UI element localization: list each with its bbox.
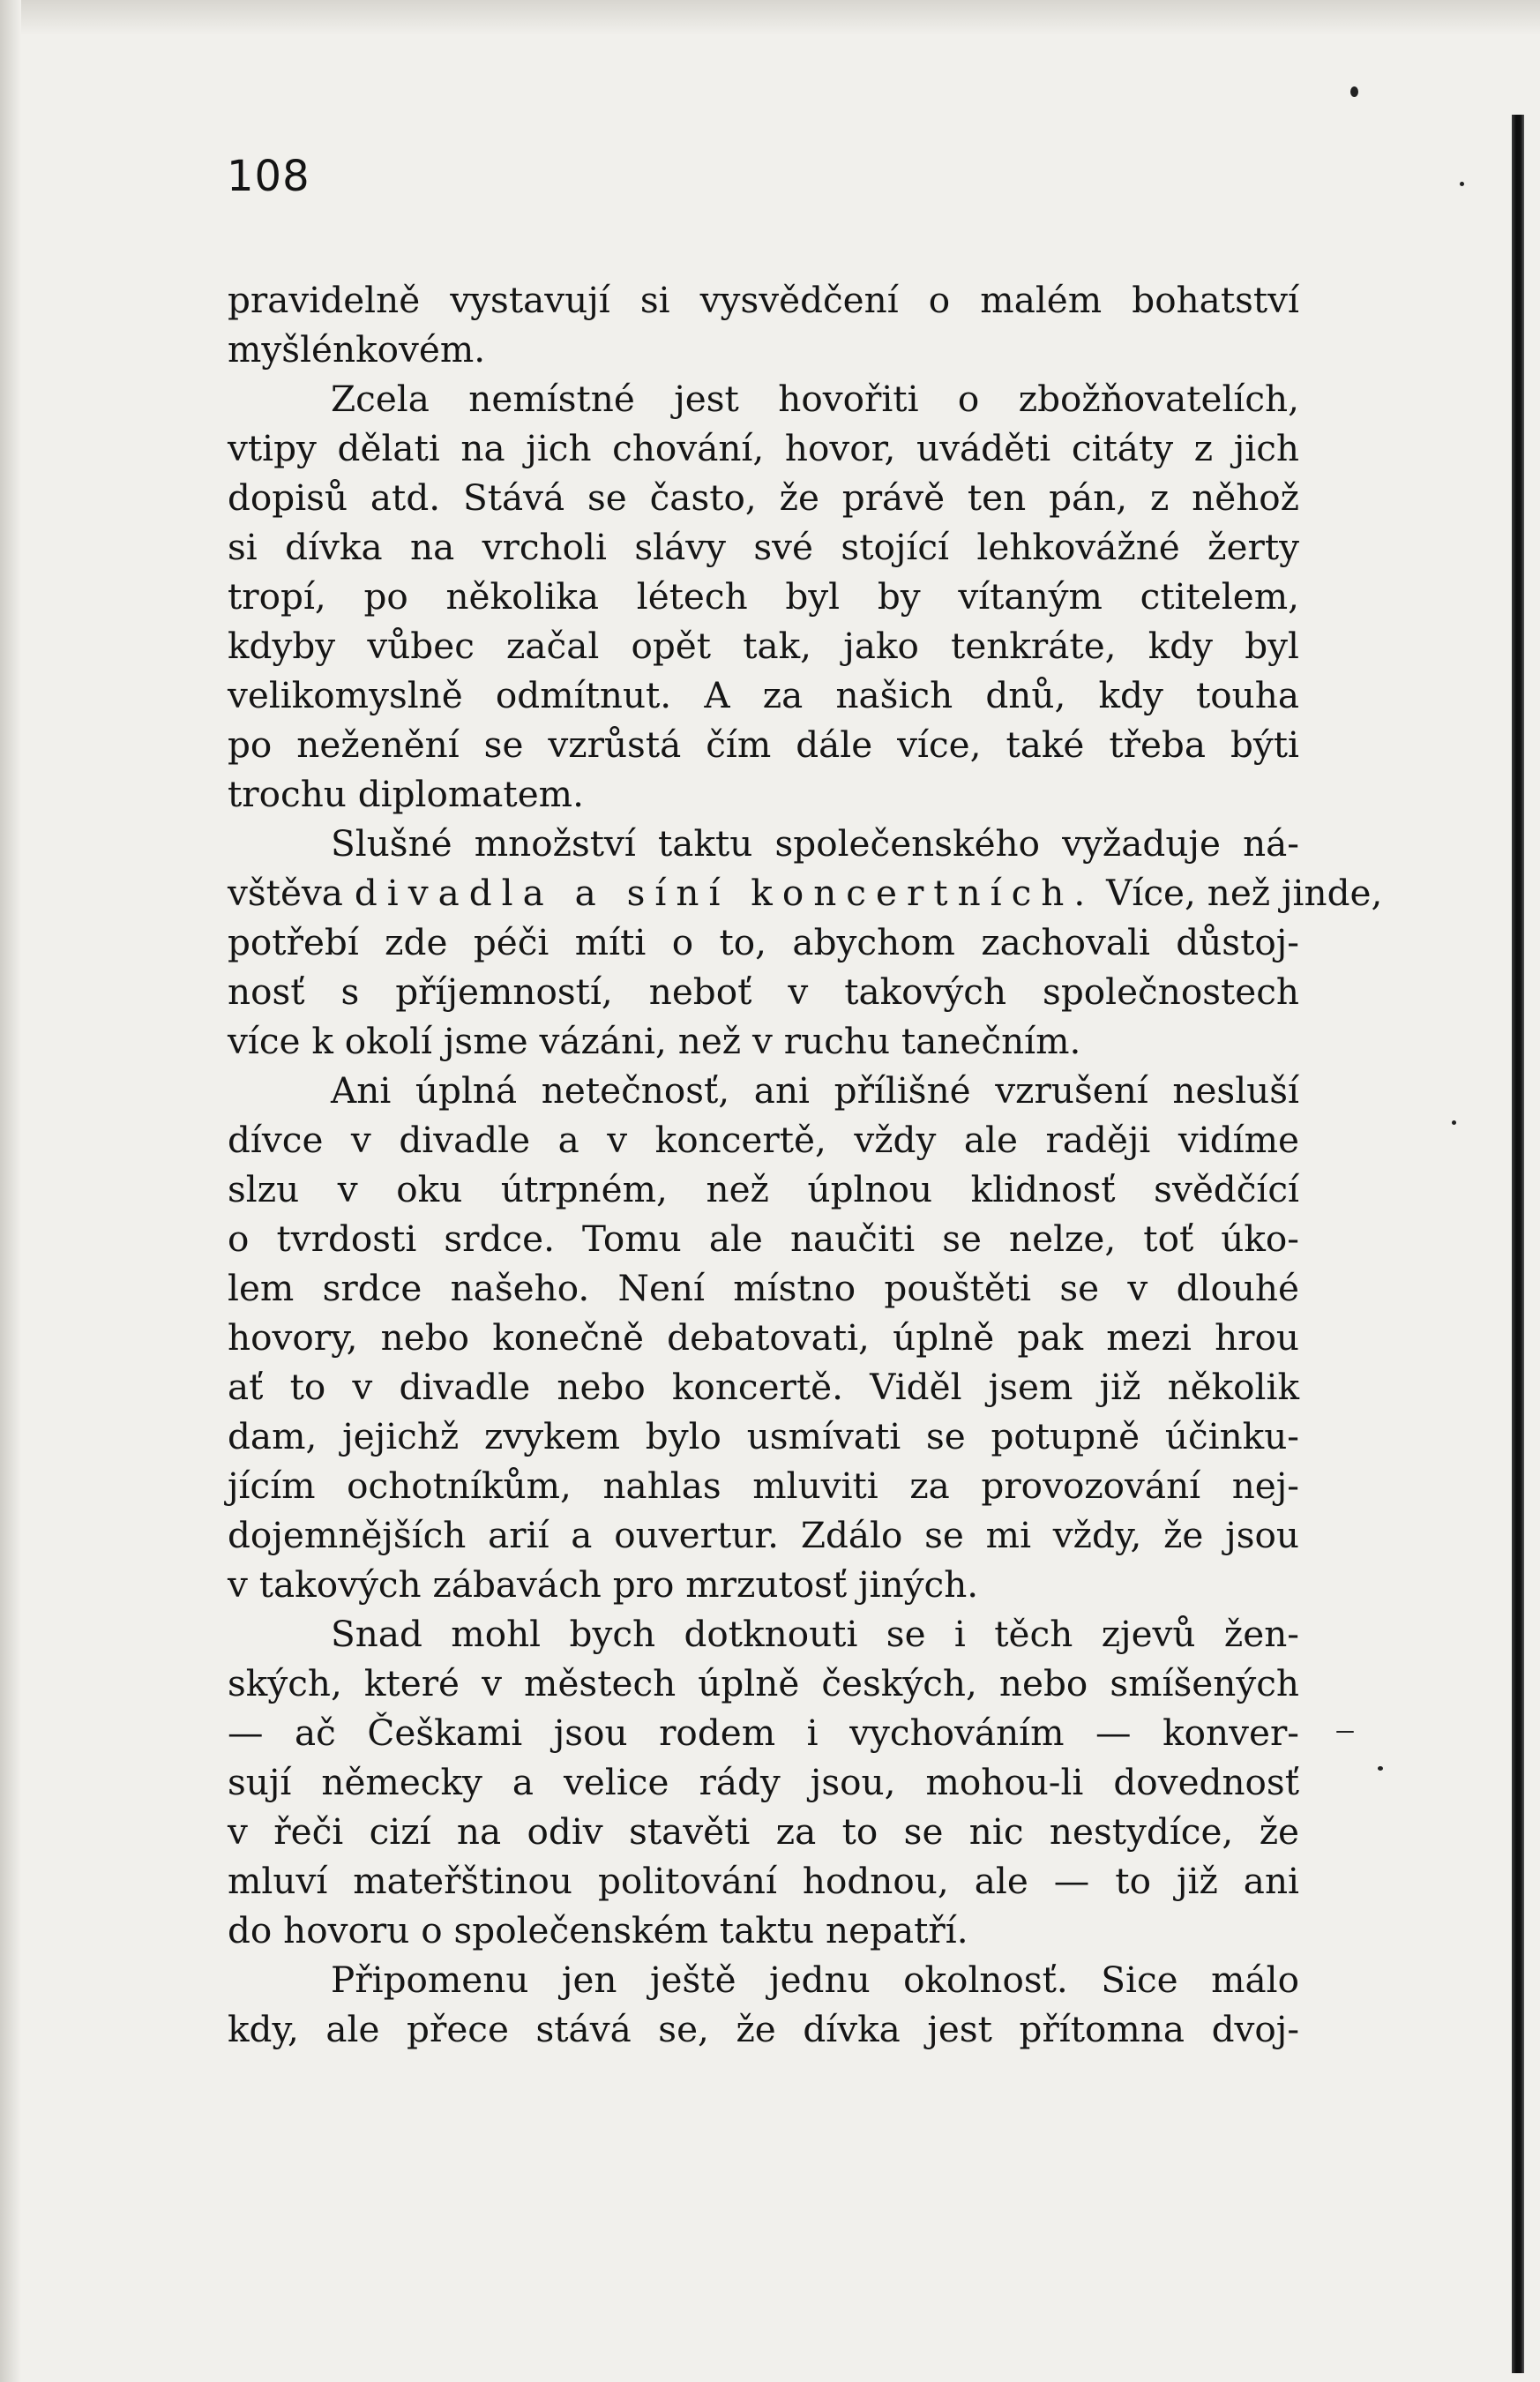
text-line: po neženění se vzrůstá čím dále více, také třeba býti — [228, 723, 1299, 766]
text-line: si dívka na vrcholi slávy své stojící lehkovážné žerty — [228, 526, 1299, 568]
text-line: kdyby vůbec začal opět tak, jako tenkráte, kdy byl — [228, 625, 1299, 667]
text-line: Snad mohl bych dotknouti se i těch zjevů žen- — [331, 1613, 1299, 1655]
text-line: v takových zábavách pro mrzutosť jiných. — [228, 1563, 979, 1606]
text-line: — ač Češkami jsou rodem i vychováním — konver- — [228, 1712, 1299, 1754]
text-line: dam, jejichž zvykem bylo usmívati se potupně účinku- — [228, 1415, 1299, 1457]
text-line: jícím ochotníkům, nahlas mluviti za provozování nej- — [228, 1464, 1299, 1507]
scan-speck — [1336, 1731, 1354, 1733]
text-line: myšlénkovém. — [228, 328, 486, 371]
text-line: Ani úplná netečnosť, ani přílišné vzrušení nesluší — [331, 1069, 1299, 1112]
binding-shadow — [1512, 115, 1524, 2373]
text-run: vštěva — [228, 872, 355, 914]
text-line: hovory, nebo konečně debatovati, úplně pak mezi hrou — [228, 1316, 1299, 1359]
spaced-emphasis: divadla a síní koncertních. — [354, 872, 1095, 914]
text-line: sují německy a velice rády jsou, mohou-li dovednosť — [228, 1761, 1299, 1803]
text-line: lem srdce našeho. Není místno pouštěti se v dlouhé — [228, 1267, 1299, 1309]
text-line — [228, 868, 1383, 918]
text-line: Připomenu jen ještě jednu okolnosť. Sice málo — [331, 1959, 1299, 2001]
scan-left-margin — [0, 0, 21, 2382]
text-line: potřebí zde péči míti o to, abychom zachovali důstoj- — [228, 921, 1299, 963]
text-line: Slušné množství taktu společenského vyžaduje ná- — [331, 822, 1299, 865]
text-line: o tvrdosti srdce. Tomu ale naučiti se nelze, toť úko- — [228, 1217, 1299, 1260]
body-text — [228, 275, 1383, 2054]
scan-speck — [1350, 86, 1358, 97]
text-line: v řeči cizí na odiv stavěti za to se nic nestydíce, že — [228, 1810, 1299, 1853]
text-line: více k okolí jsme vázáni, než v ruchu tanečním. — [228, 1020, 1081, 1062]
text-line: nosť s příjemností, neboť v takových společnostech — [228, 970, 1299, 1013]
text-line: ať to v divadle nebo koncertě. Viděl jsem již několik — [228, 1366, 1299, 1408]
text-line: trochu diplomatem. — [228, 773, 584, 815]
text-line: mluví mateřštinou politování hodnou, ale — to již ani — [228, 1860, 1299, 1902]
page-number: 108 — [227, 152, 310, 201]
text-line: Zcela nemístné jest hovořiti o zbožňovatelích, — [331, 378, 1299, 420]
text-line: dívce v divadle a v koncertě, vždy ale raději vidíme — [228, 1119, 1299, 1161]
text-line: kdy, ale přece stává se, že dívka jest přítomna dvoj- — [228, 2008, 1299, 2050]
text-line: tropí, po několika létech byl by vítaným ctitelem, — [228, 575, 1299, 618]
scan-speck — [1378, 1766, 1383, 1771]
text-line: do hovoru o společenském taktu nepatří. — [228, 1909, 968, 1951]
scan-speck — [1460, 182, 1464, 186]
scan-top-edge — [0, 0, 1540, 35]
text-run: Více, než jinde, — [1095, 872, 1383, 914]
text-line: dojemnějších arií a ouvertur. Zdálo se mi vždy, že jsou — [228, 1514, 1299, 1556]
text-line: velikomyslně odmítnut. A za našich dnů, kdy touha — [228, 674, 1299, 716]
text-line: dopisů atd. Stává se často, že právě ten pán, z něhož — [228, 476, 1299, 519]
scan-speck — [1452, 1120, 1456, 1125]
text-line: slzu v oku útrpném, než úplnou klidnosť svědčící — [228, 1168, 1299, 1210]
text-line: pravidelně vystavují si vysvědčení o malém bohatství — [228, 279, 1299, 321]
text-line: ských, které v městech úplně českých, nebo smíšených — [228, 1662, 1299, 1704]
text-line: vtipy dělati na jich chování, hovor, uváděti citáty z jich — [228, 427, 1299, 469]
